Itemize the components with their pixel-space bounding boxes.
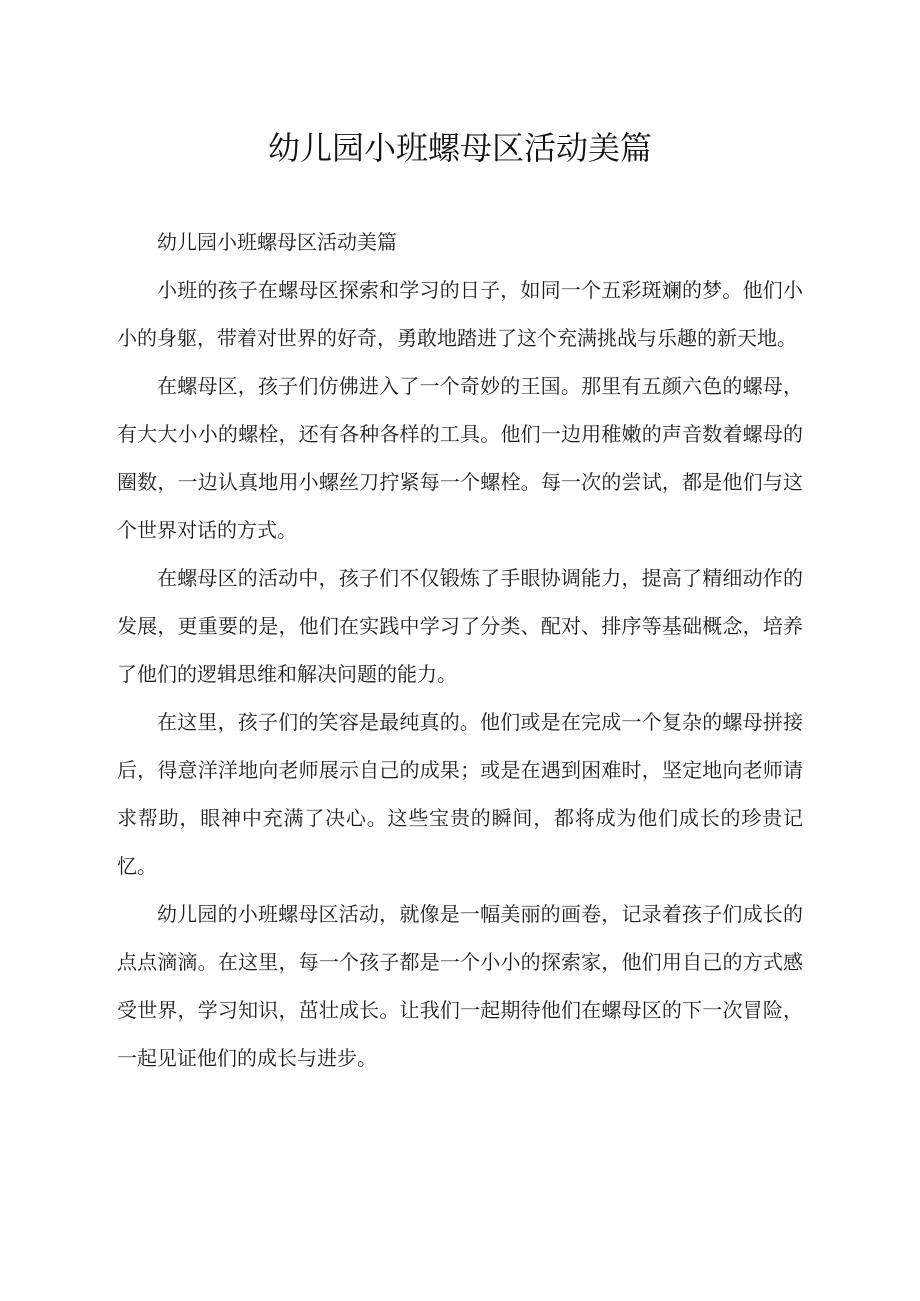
paragraph-3: 在螺母区的活动中，孩子们不仅锻炼了手眼协调能力，提高了精细动作的发展，更重要的是，他们在实践中学习了分类、配对、排序等基础概念，培养了他们的逻辑思维和解决问题的能力。 [117, 566, 803, 686]
paragraph-2: 在螺母区，孩子们仿佛进入了一个奇妙的王国。那里有五颜六色的螺母，有大大小小的螺栓，还有各种各样的工具。他们一边用稚嫩的声音数着螺母的圈数，一边认真地用小螺丝刀拧紧每一个螺栓。每一次的尝试，都是他们与这个世界对话的方式。 [117, 374, 803, 542]
paragraph-4: 在这里，孩子们的笑容是最纯真的。他们或是在完成一个复杂的螺母拼接后，得意洋洋地向老师展示自己的成果；或是在遇到困难时，坚定地向老师请求帮助，眼神中充满了决心。这些宝贵的瞬间，都将成为他们成长的珍贵记忆。 [117, 710, 803, 878]
document-title: 幼儿园小班螺母区活动美篇 [267, 129, 652, 167]
paragraph-5: 幼儿园的小班螺母区活动，就像是一幅美丽的画卷，记录着孩子们成长的点点滴滴。在这里，每一个孩子都是一个小小的探索家，他们用自己的方式感受世界，学习知识，茁壮成长。让我们一起期待他们在螺母区的下一次冒险，一起见证他们的成长与进步。 [117, 902, 803, 1070]
paragraph-subtitle: 幼儿园小班螺母区活动美篇 [157, 230, 397, 254]
document-body [117, 218, 803, 1082]
paragraph-1: 小班的孩子在螺母区探索和学习的日子，如同一个五彩斑斓的梦。他们小小的身躯，带着对世界的好奇，勇敢地踏进了这个充满挑战与乐趣的新天地。 [117, 278, 803, 350]
